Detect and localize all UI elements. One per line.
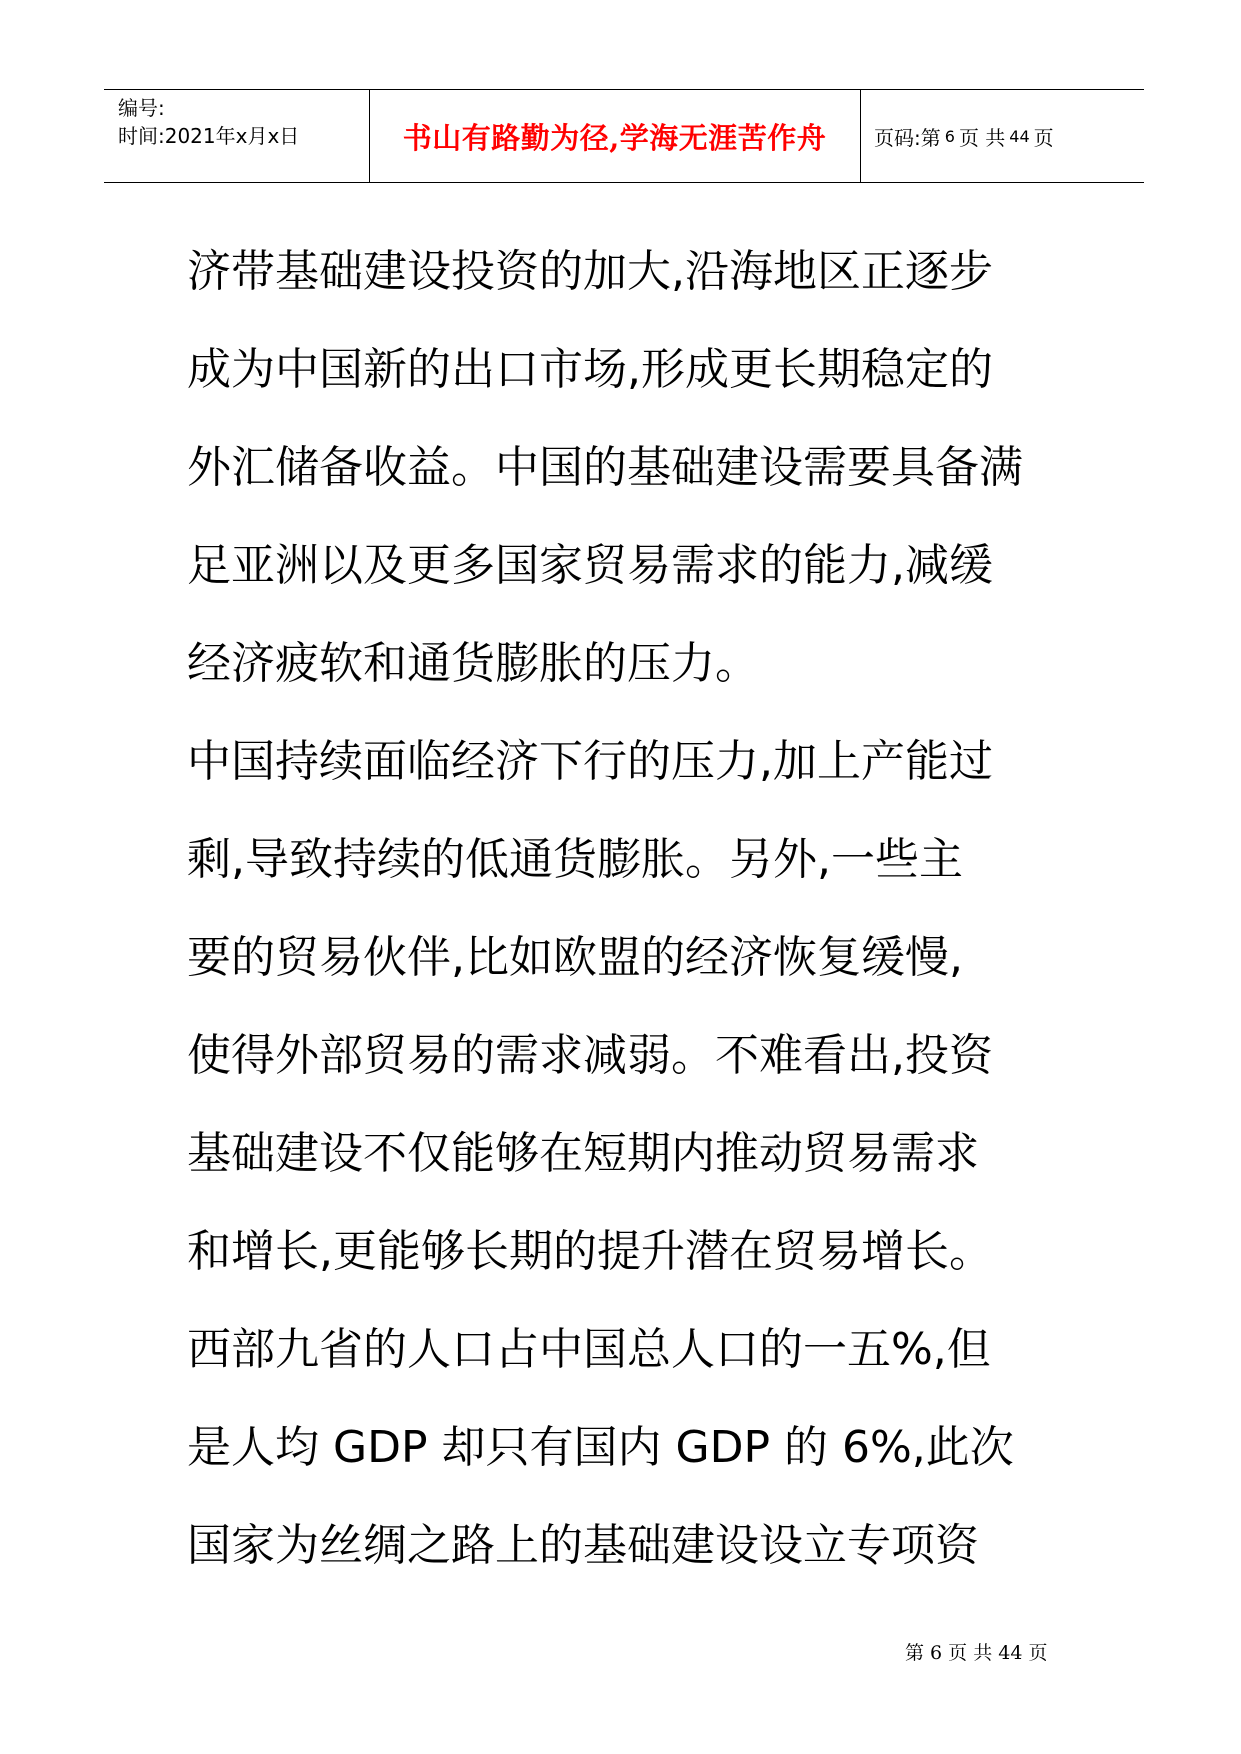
- page-total: 44: [1009, 126, 1030, 146]
- text-line: 使得外部贸易的需求减弱。不难看出,投资: [187, 1030, 993, 1081]
- page-middle: 页 共: [958, 125, 1006, 150]
- text-line: 济带基础建设投资的加大,沿海地区正逐步: [187, 246, 993, 297]
- page-suffix: 页: [1033, 125, 1054, 150]
- text-line: 和增长,更能够长期的提升潜在贸易增长。: [187, 1226, 993, 1277]
- header-page-number: [874, 90, 1054, 182]
- document-date: 时间:2021年x月x日: [118, 124, 300, 148]
- page-current: 6: [944, 126, 955, 146]
- header-motto: 书山有路勤为径,学海无涯苦作舟: [402, 120, 827, 155]
- text-line: 剩,导致持续的低通货膨胀。另外,一些主: [187, 834, 963, 885]
- text-line: 足亚洲以及更多国家贸易需求的能力,减缓: [187, 540, 993, 591]
- text-line: 成为中国新的出口市场,形成更长期稳定的: [187, 344, 993, 395]
- text-line: 要的贸易伙伴,比如欧盟的经济恢复缓慢,: [187, 932, 963, 983]
- header-meta: [118, 94, 299, 150]
- text-line: 经济疲软和通货膨胀的压力。: [187, 638, 759, 689]
- text-line: 是人均 GDP 却只有国内 GDP 的 6%,此次: [187, 1422, 1014, 1473]
- text-line: 西部九省的人口占中国总人口的一五%,但: [187, 1324, 991, 1375]
- header-divider-right: [860, 90, 861, 182]
- text-line: 基础建设不仅能够在短期内推动贸易需求: [187, 1128, 979, 1179]
- document-number-label: 编号:: [118, 96, 165, 120]
- page-prefix: 页码:第: [874, 125, 941, 150]
- text-line: 外汇储备收益。中国的基础建设需要具备满: [187, 442, 1023, 493]
- page-footer: 第 6 页 共 44 页: [905, 1642, 1048, 1664]
- page-header: [104, 89, 1144, 183]
- text-line: 国家为丝绸之路上的基础建设设立专项资: [187, 1520, 979, 1571]
- text-line: 中国持续面临经济下行的压力,加上产能过: [187, 736, 993, 787]
- body-text: [187, 223, 1087, 1595]
